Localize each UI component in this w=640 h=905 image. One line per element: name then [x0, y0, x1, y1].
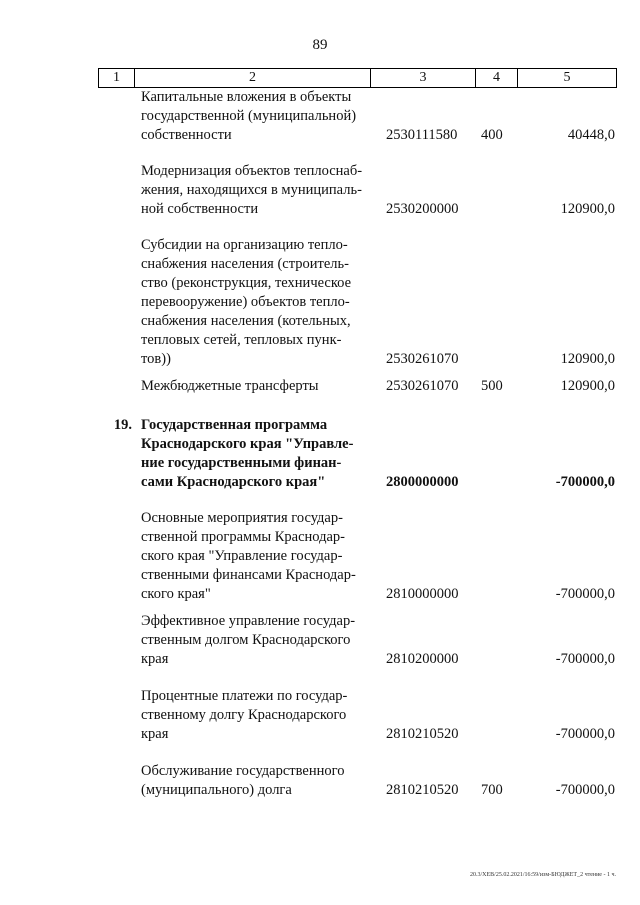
header-col-1: 1 — [99, 69, 135, 87]
row-code: 2530261070 — [386, 378, 459, 394]
row-amount: 120900,0 — [560, 378, 615, 394]
row-amount: 40448,0 — [567, 127, 615, 143]
row-amount: 120900,0 — [560, 201, 615, 217]
row-amount: -700000,0 — [555, 586, 615, 602]
row-name: Эффективное управление государ- ственным долгом Краснодарского края — [141, 613, 356, 667]
row-amount: -700000,0 — [555, 782, 615, 798]
row-code: 2530261070 — [386, 351, 459, 367]
row-vr: 700 — [481, 782, 503, 798]
row-code: 2800000000 — [386, 474, 459, 490]
row-name: Капитальные вложения в объекты государственной (муниципальной) собственности — [141, 89, 357, 143]
row-name: Модернизация объектов теплоснаб- жения, находящихся в муниципаль- ной собственности — [141, 163, 363, 217]
table-header — [98, 68, 617, 88]
row-code: 2810200000 — [386, 651, 459, 667]
row-name: Обслуживание государственного (муниципального) долга — [141, 763, 345, 798]
row-name: Процентные платежи по государ- ственному долгу Краснодарского края — [141, 688, 348, 742]
header-col-3: 3 — [371, 69, 476, 87]
row-amount: -700000,0 — [555, 474, 615, 490]
page-number: 89 — [312, 37, 328, 53]
footer-stamp: 20.3/ХЕВ/25.02.2021/16:59/изм-БЮДЖЕТ_2 чтение - 1 ч. — [470, 872, 616, 878]
row-number: 19. — [113, 417, 132, 433]
row-code: 2530200000 — [386, 201, 459, 217]
row-vr: 400 — [481, 127, 503, 143]
row-name: Субсидии на организацию тепло- снабжения населения (строитель- ство (реконструкция, техническое перевооружение) объектов тепло- снабжения населения (котельных, тепловых сетей, тепловых пунк- тов)) — [141, 237, 352, 367]
header-col-5: 5 — [563, 70, 571, 85]
header-col-4: 4 — [476, 69, 518, 87]
row-amount: 120900,0 — [560, 351, 615, 367]
row-name: Государственная программа Краснодарского края "Управле- ние государственными финан- сами Краснодарского края" — [141, 417, 354, 490]
row-code: 2810210520 — [386, 726, 459, 742]
header-col-2: 2 — [135, 69, 371, 87]
row-code: 2810210520 — [386, 782, 459, 798]
row-vr: 500 — [481, 378, 503, 394]
row-code: 2810000000 — [386, 586, 459, 602]
row-code: 2530111580 — [386, 127, 458, 143]
row-name: Основные мероприятия государ- ственной программы Краснодар- ского края "Управление государ- ственными финансами Краснодар- ского края" — [141, 510, 356, 602]
row-name: Межбюджетные трансферты — [141, 378, 319, 394]
row-amount: -700000,0 — [555, 651, 615, 667]
row-amount: -700000,0 — [555, 726, 615, 742]
